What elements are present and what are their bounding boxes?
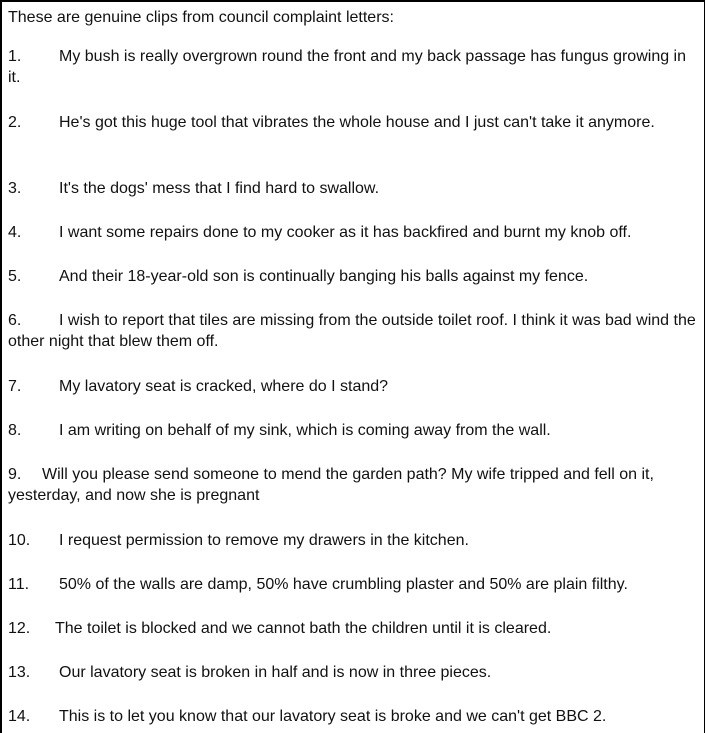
item-number: 13. (8, 664, 31, 681)
item-text: This is to let you know that our lavatory seat is broke and we can't get BBC 2. (59, 708, 607, 725)
item-text: I want some repairs done to my cooker as it has backfired and burnt my knob off. (59, 224, 632, 241)
list-item (8, 530, 698, 551)
item-number: 14. (8, 708, 31, 725)
item-text: And their 18-year-old son is continually banging his balls against my fence. (59, 268, 589, 285)
list-item (8, 662, 698, 683)
list-item (8, 266, 698, 287)
item-text: The toilet is blocked and we cannot bath the children until it is cleared. (55, 620, 552, 637)
list-item (8, 222, 698, 243)
item-number: 7. (8, 378, 22, 395)
item-number: 10. (8, 532, 31, 549)
intro-text: These are genuine clips from council complaint letters: (8, 9, 394, 26)
item-number: 6. (8, 312, 22, 329)
list-item (8, 574, 698, 595)
item-number: 3. (8, 180, 22, 197)
list-item (8, 464, 698, 506)
item-text: It's the dogs' mess that I find hard to swallow. (59, 180, 380, 197)
item-text: Our lavatory seat is broken in half and is now in three pieces. (59, 664, 492, 681)
item-text: My lavatory seat is cracked, where do I stand? (59, 378, 389, 395)
item-text: 50% of the walls are damp, 50% have crumbling plaster and 50% are plain filthy. (59, 576, 628, 593)
list-item (8, 618, 698, 639)
item-text: My bush is really overgrown round the front and my back passage has fungus growing in it. (8, 48, 687, 86)
item-number: 8. (8, 422, 22, 439)
list-item (8, 178, 698, 199)
list-item (8, 706, 698, 727)
item-text: I wish to report that tiles are missing from the outside toilet roof. I think it was bad wind the other night that blew them off. (8, 312, 696, 350)
list-item (8, 112, 698, 133)
item-text: He's got this huge tool that vibrates the whole house and I just can't take it anymore. (59, 114, 655, 131)
item-number: 11. (8, 576, 30, 593)
item-number: 1. (8, 48, 22, 65)
list-item (8, 310, 698, 352)
item-number: 2. (8, 114, 22, 131)
item-number: 9. (8, 466, 22, 483)
item-text: I am writing on behalf of my sink, which is coming away from the wall. (59, 422, 551, 439)
item-number: 12. (8, 620, 31, 637)
list-item (8, 46, 698, 88)
item-number: 5. (8, 268, 22, 285)
list-item (8, 420, 698, 441)
item-text: I request permission to remove my drawers in the kitchen. (59, 532, 469, 549)
item-number: 4. (8, 224, 22, 241)
item-text: Will you please send someone to mend the garden path? My wife tripped and fell on it, yesterday, and now she is pregnant (8, 466, 654, 504)
list-item (8, 376, 698, 397)
